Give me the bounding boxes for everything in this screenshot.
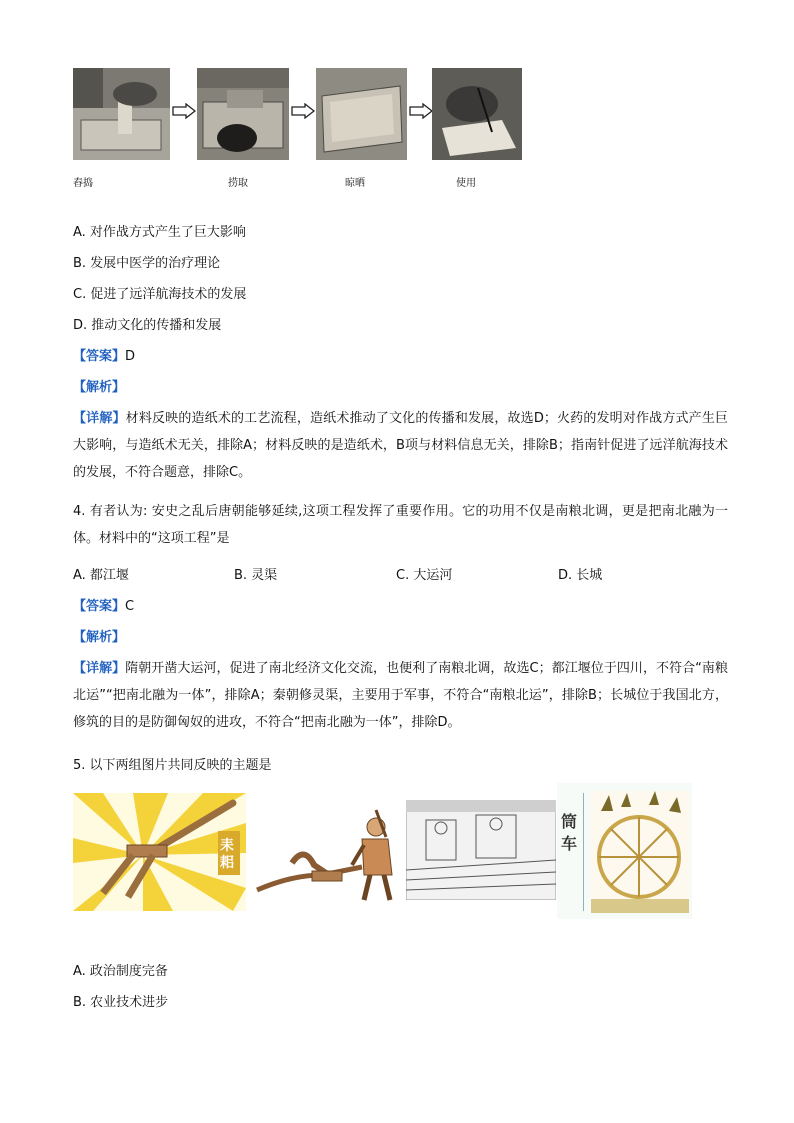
water-wheel-image bbox=[591, 791, 689, 913]
pounding-image bbox=[73, 68, 170, 160]
q5-stem: 5. 以下两组图片共同反映的主题是 bbox=[73, 758, 272, 773]
analysis-label: 【解析】 bbox=[73, 630, 126, 645]
caption-drying: 晾晒 bbox=[345, 178, 365, 189]
caption-pounding: 舂捣 bbox=[73, 178, 93, 189]
q3-option-d: D. 推动文化的传播和发展 bbox=[73, 318, 222, 333]
q3-analysis bbox=[73, 378, 125, 398]
analysis-label: 【解析】 bbox=[73, 380, 126, 395]
woodcut-farming-image bbox=[406, 800, 556, 900]
leisi-label: 耒耜 bbox=[220, 838, 234, 871]
q4-stem: 4. 有者认为: 安史之乱后唐朝能够延续,这项工程发挥了重要作用。它的功用不仅是南粮北调，更是把南北融为一体。材料中的“这项工程”是 bbox=[73, 504, 728, 546]
tongche-panel bbox=[557, 783, 692, 919]
arrow-icon bbox=[409, 103, 433, 119]
q4-answer bbox=[73, 597, 134, 617]
answer-value: C bbox=[125, 599, 135, 614]
q5-option-a: A. 政治制度完备 bbox=[73, 964, 168, 979]
q4-analysis bbox=[73, 628, 125, 648]
arrow-icon bbox=[172, 103, 196, 119]
q4-option-d: D. 长城 bbox=[558, 568, 603, 583]
detail-label: 【详解】 bbox=[73, 411, 126, 426]
q3-option-a: A. 对作战方式产生了巨大影响 bbox=[73, 225, 246, 240]
answer-label: 【答案】 bbox=[73, 349, 126, 364]
q3-detail bbox=[73, 405, 728, 486]
photo-using bbox=[432, 68, 522, 160]
photo-pounding bbox=[73, 68, 170, 160]
scooping-image bbox=[197, 68, 289, 160]
answer-value: D bbox=[125, 349, 136, 364]
answer-label: 【答案】 bbox=[73, 599, 126, 614]
q4-option-b: B. 灵渠 bbox=[234, 568, 278, 583]
photo-drying bbox=[316, 68, 407, 160]
caption-using: 使用 bbox=[456, 178, 476, 189]
plowing-farmer-image bbox=[252, 805, 404, 902]
q3-option-c: C. 促进了远洋航海技术的发展 bbox=[73, 287, 247, 302]
divider bbox=[583, 793, 584, 911]
arrow-icon bbox=[291, 103, 315, 119]
detail-text: 隋朝开凿大运河，促进了南北经济文化交流，也便利了南粮北调，故选C；都江堰位于四川，不符合“南粮北运”“把南北融为一体”，排除A；秦朝修灵渠，主要用于军事，不符合“南粮北运”，排除B；长城位于我国北方，修筑的目的是防御匈奴的进攻，不符合“把南北融为一体”，排除D。 bbox=[73, 661, 728, 730]
detail-text: 材料反映的造纸术的工艺流程，造纸术推动了文化的传播和发展，故选D；火药的发明对作战方式产生巨大影响，与造纸术无关，排除A；材料反映的是造纸术，B项与材料信息无关，排除B；指南针促进了远洋航海技术的发展，不符合题意，排除C。 bbox=[73, 411, 728, 480]
q4-option-a: A. 都江堰 bbox=[73, 568, 129, 583]
caption-scooping: 捞取 bbox=[228, 178, 248, 189]
writing-image bbox=[432, 68, 522, 160]
tongche-label: 筒车 bbox=[561, 812, 578, 853]
q4-option-c: C. 大运河 bbox=[396, 568, 453, 583]
q3-option-b: B. 发展中医学的治疗理论 bbox=[73, 256, 221, 271]
drying-image bbox=[316, 68, 407, 160]
q3-answer bbox=[73, 347, 135, 367]
q5-option-b: B. 农业技术进步 bbox=[73, 995, 169, 1010]
photo-scooping bbox=[197, 68, 289, 160]
detail-label: 【详解】 bbox=[73, 661, 126, 676]
q4-detail bbox=[73, 655, 728, 736]
